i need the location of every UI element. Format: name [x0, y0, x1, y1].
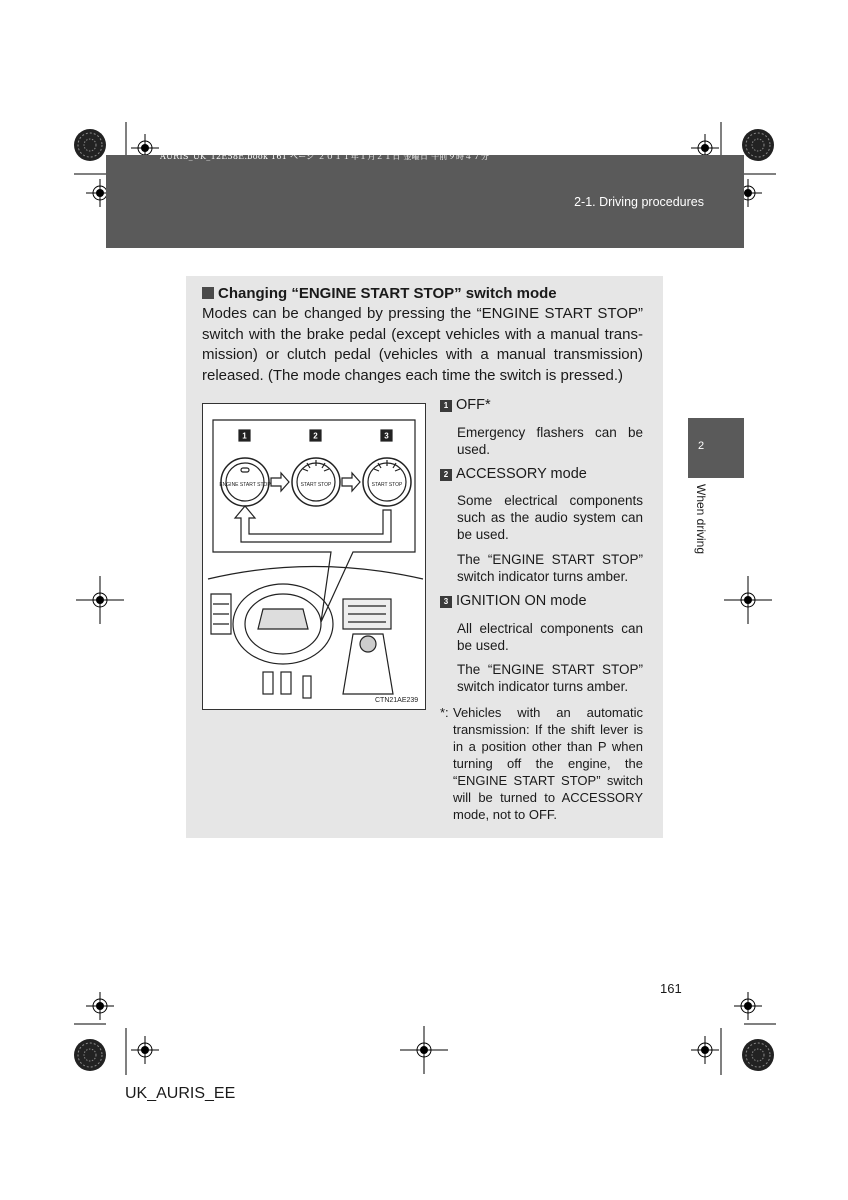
button-label-1: ENGINE START STOP — [219, 482, 271, 488]
chapter-number: 2 — [698, 440, 705, 452]
number-box-icon: 1 — [440, 400, 452, 412]
mode-heading-ignition: 3 IGNITION ON mode — [440, 593, 587, 609]
button-label-2: START STOP — [300, 482, 332, 488]
section-title: 2-1. Driving procedures — [574, 195, 704, 209]
figure-code: CTN21AE239 — [375, 697, 419, 704]
mode-ignition-text-1: All electrical components can be used. — [457, 621, 643, 653]
step-label-3: 3 — [384, 431, 389, 441]
panel-title-text: Changing “ENGINE START STOP” switch mode — [218, 285, 557, 302]
chapter-label: When driving — [694, 484, 708, 555]
square-bullet-icon — [202, 287, 214, 299]
step-label-2: 2 — [313, 431, 318, 441]
button-label-3: START STOP — [371, 482, 403, 488]
page-number: 161 — [660, 981, 682, 996]
footnote — [440, 704, 643, 823]
print-info-line: AURIS_UK_12E58E.book 161 ページ ２０１１年１月２１日 金曜日 午前９時４７分 — [160, 152, 490, 161]
mode-off-text: Emergency flashers can be used. — [457, 425, 643, 457]
footnote-mark: *: — [440, 705, 449, 720]
number-box-icon: 2 — [440, 469, 452, 481]
switch-illustration — [202, 403, 426, 710]
illustration-drawing — [203, 404, 425, 709]
mode-heading-off: 1 OFF* — [440, 397, 491, 413]
number-box-icon: 3 — [440, 596, 452, 608]
footer-code: UK_AURIS_EE — [125, 1085, 236, 1102]
mode-accessory-text-2: The “ENGINE START STOP” switch indicator turns amber. — [457, 552, 643, 584]
chapter-tab — [688, 418, 744, 478]
mode-accessory-text-1: Some electrical components such as the audio system can be used. — [457, 493, 643, 542]
footnote-text: Vehicles with an automatic transmission: If the shift lever is in a position other than P when turning off the engine, the “ENGINE START STOP” switch will be turned to ACCESSORY mode, not to OFF. — [453, 705, 643, 822]
step-label-1: 1 — [242, 431, 247, 441]
panel-title — [202, 285, 557, 302]
mode-ignition-text-2: The “ENGINE START STOP” switch indicator turns amber. — [457, 662, 643, 694]
intro-paragraph: Modes can be changed by pressing the “ENGINE START STOP” switch with the brake pedal (except vehicles with a manual trans-mission) or clutch pedal (vehicles with a manual transmission) released. (The mode changes each time the switch is pressed.) — [202, 305, 643, 384]
mode-heading-accessory: 2 ACCESSORY mode — [440, 466, 587, 482]
